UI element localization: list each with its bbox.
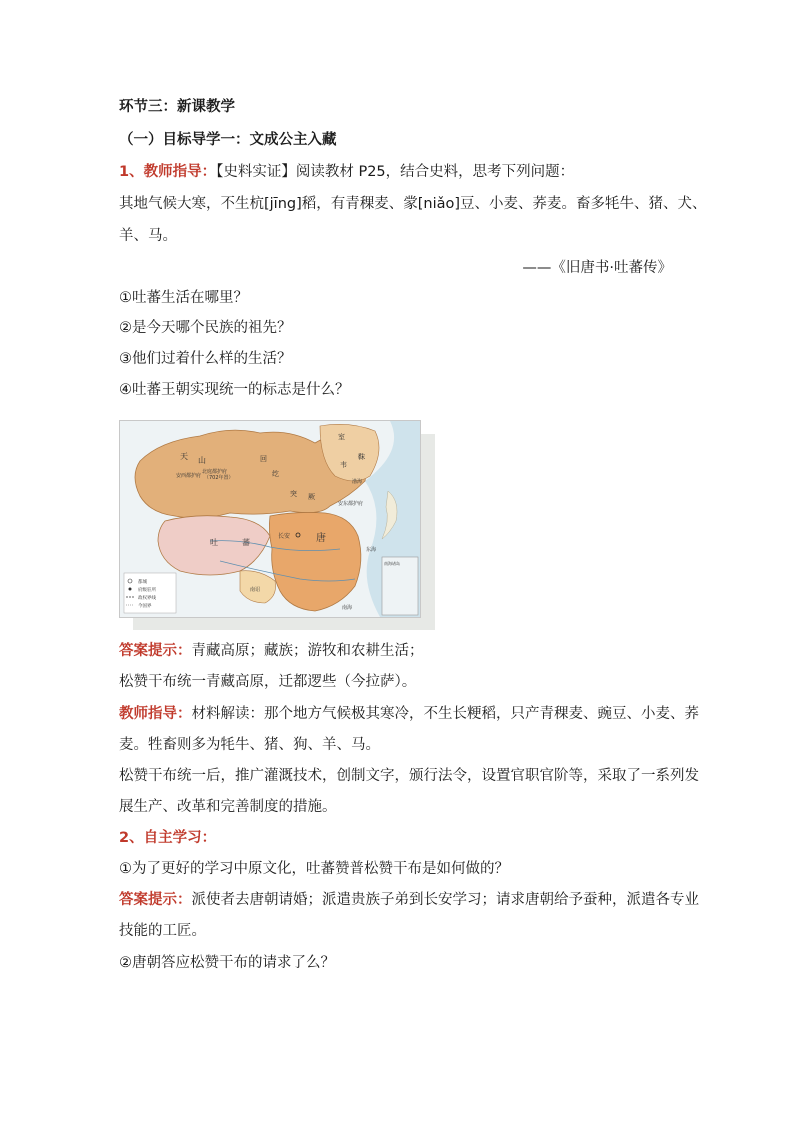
label-tang: 唐 [316,533,326,544]
item2-question-1: ①为了更好的学习中原文化，吐蕃赞普松赞干布是如何做的？ [119,861,509,877]
label-inset: 南海诸岛 [384,561,400,566]
label-nanhai: 南海 [342,605,353,611]
label-donghai: 东海 [366,547,377,553]
question-2: ②是今天哪个民族的祖先？ [119,320,292,336]
teacher2-line [119,704,699,724]
label-beiting: 北庭都护府 [202,469,228,475]
label-nanzhao: 南诏 [250,587,261,593]
label-anxi: 安西都护府 [176,473,202,479]
section-title: 环节三：新课教学 [119,99,235,115]
item2-answer-line [119,890,699,910]
map-graphic [120,421,420,617]
legend-prefecture-icon [129,588,132,591]
item2-answer-label: 答案提示： [119,892,192,908]
label-wei: 韦 [340,461,347,469]
item1-rest: 【史料实证】阅读教材 P25，结合史料，思考下列问题： [216,164,575,180]
label-tianshan-1: 天 [180,452,188,461]
label-tujue-2: 厥 [308,493,315,501]
label-andong: 安东都护府 [338,501,364,507]
label-bohai: 渤海 [352,479,363,485]
teacher2-text: 材料解读：那个地方气候极其寒冷，不生长粳稻，只产青稞麦、豌豆、小麦、荞 [191,706,699,722]
legend-border: 政权界线 [138,596,156,601]
label-tubo-2: 蕃 [242,538,250,547]
label-changan: 长安 [278,533,291,540]
label-huihe-2: 纥 [272,470,279,478]
label-beiting-year: （702年置） [204,475,234,481]
quote-line-1: 其地气候大寒，不生杭[jīng]稻，有青稞麦、䝉[niǎo]豆、小麦、荞麦。畜多牦牛、猪、犬、 [119,196,707,212]
label-huihe-1: 回 [260,455,267,463]
label-tubo-1: 吐 [210,538,218,547]
map-frame [119,420,421,618]
label-tujue-1: 突 [290,490,297,498]
item2-answer-line-2: 技能的工匠。 [119,923,206,939]
item2-title: 2、自主学习： [119,830,217,846]
answer1-text: 青藏高原；藏族；游牧和农耕生活； [191,643,424,659]
item1-prefix: 1、教师指导： [119,164,217,180]
question-4: ④吐蕃王朝实现统一的标志是什么？ [119,382,350,398]
tang-dynasty-map [119,420,435,630]
answer1-line [119,641,424,661]
label-shiwei: 室 [338,433,345,441]
question-3: ③他们过着什么样的生活？ [119,351,292,367]
item2-question-2: ②唐朝答应松赞干布的请求了么？ [119,955,335,971]
item2-answer-text: 派使者去唐朝请婚；派遣贵族子弟到长安学习；请求唐朝给予蚕种，派遣各专业 [191,892,699,908]
teacher2-line-2: 麦。牲畜则多为牦牛、猪、狗、羊、马。 [119,737,380,753]
answer1-label: 答案提示： [119,643,192,659]
teacher2-line-4: 展生产、改革和完善制度的措施。 [119,799,337,815]
answer1-line-2: 松赞干布统一青藏高原，迁都逻些（今拉萨）。 [119,674,417,690]
legend-prefecture: 府级驻所 [138,588,156,593]
item1-line [119,162,574,182]
question-1: ①吐蕃生活在哪里？ [119,290,248,306]
label-tianshan-2: 山 [198,456,206,465]
teacher2-line-3: 松赞干布统一后，推广灌溉技术，创制文字，颁行法令，设置官职官阶等，采取了一系列发 [119,768,699,784]
subsection-title: （一）目标导学一：文成公主入藏 [119,132,337,148]
label-mohe: 靺 [358,453,365,461]
quote-line-2: 羊、马。 [119,228,177,244]
quote-source: ——《旧唐书·吐蕃传》 [522,260,672,276]
legend-today: 今国界 [138,604,152,609]
teacher2-label: 教师指导： [119,706,192,722]
legend-capital: 都城 [138,580,147,585]
